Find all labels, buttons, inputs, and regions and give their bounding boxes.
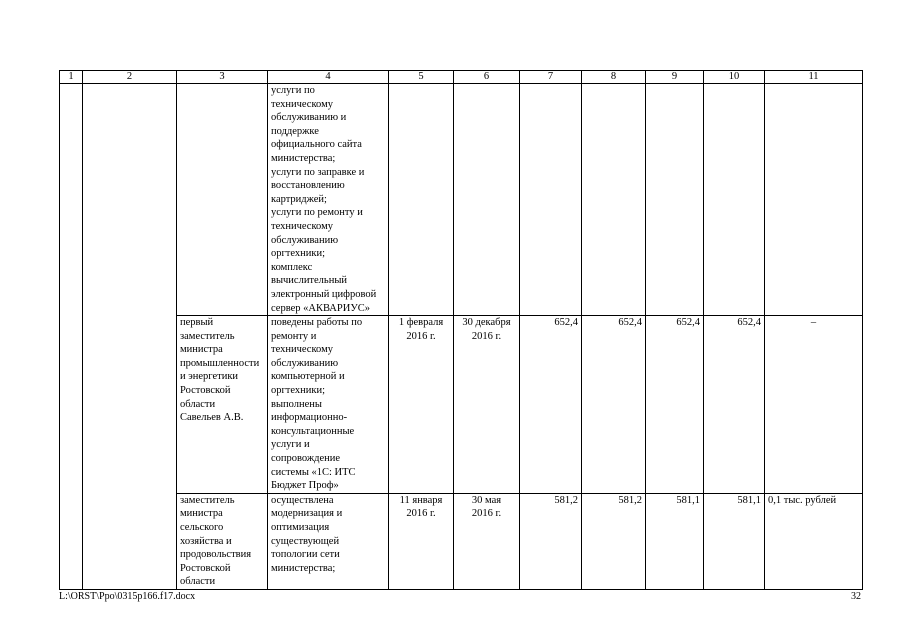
cell-value: 581,1 <box>646 493 704 589</box>
cell-works <box>268 316 389 494</box>
works-line: услуги и <box>271 439 310 451</box>
cell-value: 581,1 <box>704 493 765 589</box>
executor-line: министра <box>180 508 223 520</box>
cell-end-date <box>454 493 520 589</box>
cell-start-date <box>389 84 454 316</box>
works-line: обслуживанию <box>271 234 339 246</box>
report-table <box>59 70 863 590</box>
works-line: Бюджет Проф» <box>271 480 339 492</box>
works-line: услуги по ремонту и <box>271 207 363 219</box>
header-cell: 8 <box>582 71 646 84</box>
date-line: 11 января <box>399 494 443 506</box>
works-line: вычислительный <box>271 275 348 287</box>
cell-start-date <box>389 493 454 589</box>
cell-value: 652,4 <box>646 316 704 494</box>
cell-executor <box>177 84 268 316</box>
executor-line: первый <box>180 317 214 329</box>
cell-end-date <box>454 84 520 316</box>
executor-line: продовольствия <box>180 549 252 561</box>
works-line: электронный цифровой <box>271 288 377 300</box>
cell-note: 0,1 тыс. рублей <box>765 493 863 589</box>
cell-value: 652,4 <box>582 316 646 494</box>
date-line: 1 февраля <box>398 317 444 329</box>
executor-line: промышленности <box>180 357 260 369</box>
cell-value: 652,4 <box>520 316 582 494</box>
works-line: оргтехники; <box>271 248 326 260</box>
header-cell: 4 <box>268 71 389 84</box>
works-line: поведены работы по <box>271 317 363 329</box>
works-line: техническому <box>271 220 333 232</box>
works-line: компьютерной и <box>271 371 345 383</box>
works-line: техническому <box>271 344 333 356</box>
works-line: системы «1С: ИТС <box>271 466 356 478</box>
executor-line: области <box>180 398 216 410</box>
cell-executor <box>177 493 268 589</box>
cell-value: 581,2 <box>582 493 646 589</box>
merged-cell-col2 <box>83 84 177 590</box>
works-line: оргтехники; <box>271 385 326 397</box>
works-line: топологии сети <box>271 549 340 561</box>
header-cell: 10 <box>704 71 765 84</box>
header-cell: 9 <box>646 71 704 84</box>
header-cell: 3 <box>177 71 268 84</box>
header-cell: 11 <box>765 71 863 84</box>
works-line: техническому <box>271 98 333 110</box>
works-line: министерства; <box>271 562 336 574</box>
works-line: услуги по <box>271 85 315 96</box>
executor-line: Ростовской <box>180 385 231 397</box>
executor-line: министра <box>180 344 223 356</box>
works-line: картриджей; <box>271 193 327 205</box>
works-line: сопровождение <box>271 453 341 465</box>
merged-cell-col1 <box>60 84 83 590</box>
executor-line: и энергетики <box>180 371 239 383</box>
works-line: осуществлена <box>271 494 334 506</box>
cell-value <box>520 84 582 316</box>
cell-value: 652,4 <box>704 316 765 494</box>
table-row <box>60 493 863 589</box>
date-line: 2016 г. <box>471 330 502 342</box>
date-line: 30 мая <box>471 494 502 506</box>
works-line: оптимизация <box>271 522 330 533</box>
header-cell: 6 <box>454 71 520 84</box>
cell-value <box>704 84 765 316</box>
works-line: обслуживанию и <box>271 112 347 124</box>
cell-executor <box>177 316 268 494</box>
works-line: министерства; <box>271 152 336 164</box>
works-line: выполнены <box>271 398 322 410</box>
file-path-footer: L:\ORST\Ppo\0315p166.f17.docx <box>59 591 196 602</box>
cell-end-date <box>454 316 520 494</box>
cell-value: 581,2 <box>520 493 582 589</box>
cell-works <box>268 84 389 316</box>
cell-start-date <box>389 316 454 494</box>
works-line: существующей <box>271 535 340 547</box>
works-line: информационно- <box>271 412 348 424</box>
cell-note <box>765 84 863 316</box>
table-row <box>60 316 863 494</box>
works-line: модернизация и <box>271 508 343 520</box>
cell-note: – <box>765 316 863 494</box>
date-line: 2016 г. <box>471 508 502 520</box>
header-cell: 1 <box>60 71 83 84</box>
executor-line: заместитель <box>180 494 235 506</box>
header-cell: 7 <box>520 71 582 84</box>
works-line: комплекс <box>271 261 313 273</box>
table-row <box>60 84 863 316</box>
date-line: 2016 г. <box>406 330 436 342</box>
page-number: 32 <box>851 591 861 602</box>
works-line: услуги по заправке и <box>271 166 365 178</box>
executor-line: Ростовской <box>180 562 231 574</box>
works-line: поддержке <box>271 125 319 137</box>
works-line: сервер «АКВАРИУС» <box>271 302 371 314</box>
header-row <box>60 71 863 84</box>
works-line: консультационные <box>271 425 355 437</box>
executor-line: Савельев А.В. <box>180 412 244 424</box>
date-line: 2016 г. <box>406 508 436 520</box>
executor-line: заместитель <box>180 330 235 342</box>
executor-line: сельского <box>180 522 224 533</box>
works-line: ремонту и <box>271 330 317 342</box>
header-cell: 2 <box>83 71 177 84</box>
date-line: 30 декабря <box>462 317 511 329</box>
header-cell: 5 <box>389 71 454 84</box>
cell-works <box>268 493 389 589</box>
cell-value <box>646 84 704 316</box>
works-line: официального сайта <box>271 139 362 151</box>
works-line: обслуживанию <box>271 357 339 369</box>
cell-value <box>582 84 646 316</box>
works-line: восстановлению <box>271 180 345 192</box>
executor-line: области <box>180 576 216 588</box>
executor-line: хозяйства и <box>180 535 232 547</box>
